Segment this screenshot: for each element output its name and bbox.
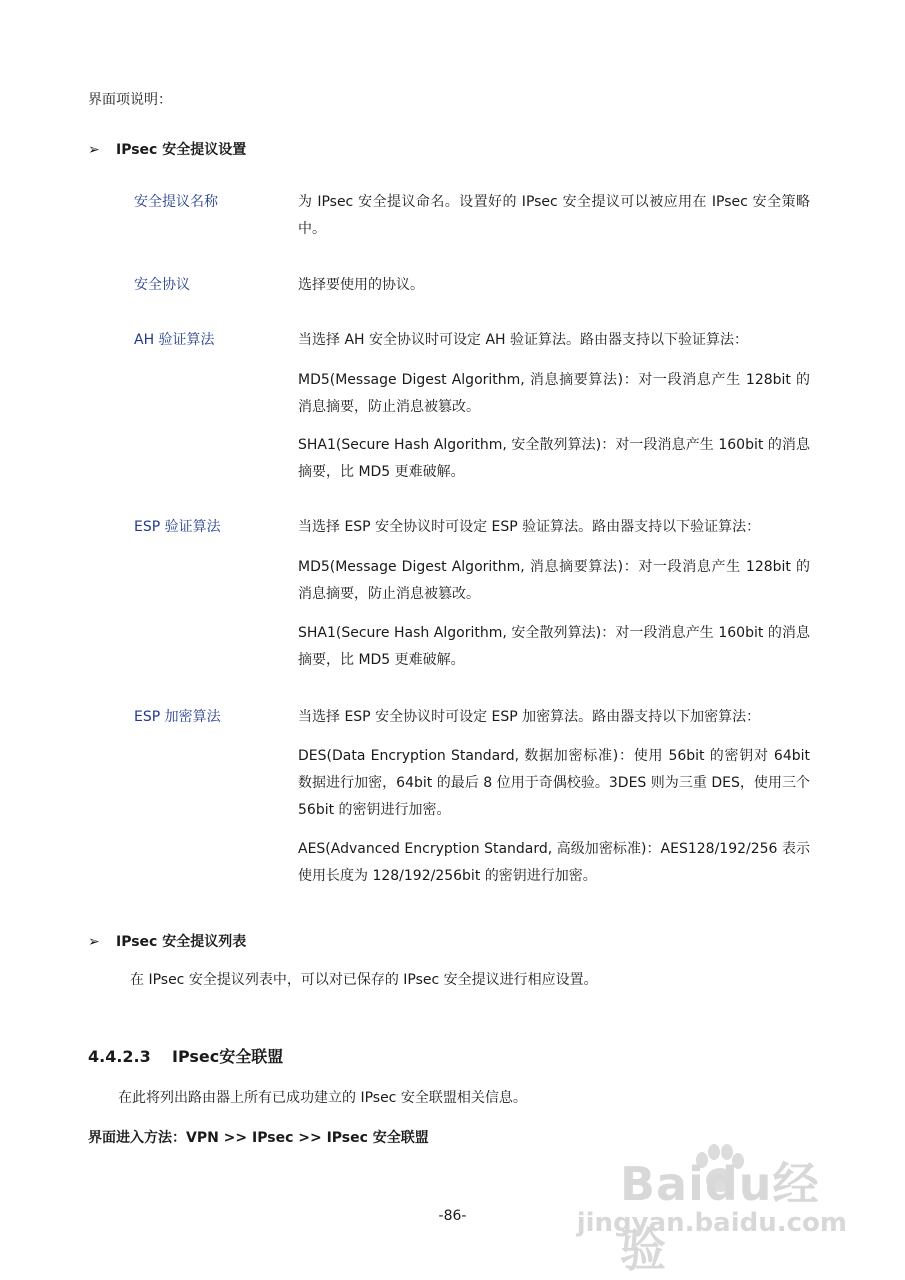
term-esp-encrypt: ESP 加密算法 xyxy=(134,709,221,725)
access-path: 界面进入方法：VPN >> IPsec >> IPsec 安全联盟 xyxy=(88,1130,429,1146)
heading-number: 4.4.2.3 xyxy=(88,1047,151,1066)
watermark-url: jingyan.baidu.com xyxy=(576,1208,847,1238)
section-heading-list xyxy=(88,932,246,952)
list-description: 在 IPsec 安全提议列表中，可以对已保存的 IPsec 安全提议进行相应设置。 xyxy=(130,972,598,988)
term-esp-auth: ESP 验证算法 xyxy=(134,519,221,535)
page-number: -86- xyxy=(438,1208,467,1224)
desc-esp-aes: AES(Advanced Encryption Standard, 高级加密标准)：AES128/192/256 表示使用长度为 128/192/256bit 的密钥进行加密。 xyxy=(298,841,810,884)
section-heading-settings xyxy=(88,140,246,160)
desc-security-protocol: 选择要使用的协议。 xyxy=(298,277,424,293)
section-title: IPsec 安全提议设置 xyxy=(116,142,247,158)
desc-esp-auth-intro: 当选择 ESP 安全协议时可设定 ESP 验证算法。路由器支持以下验证算法： xyxy=(298,519,761,535)
desc-esp-des: DES(Data Encryption Standard, 数据加密标准)：使用 56bit 的密钥对 64bit 数据进行加密，64bit 的最后 8 位用于奇偶校验。3DES 则为三重 DES，使用三个 56bit 的密钥进行加密。 xyxy=(298,748,810,818)
desc-proposal-name: 为 IPsec 安全提议命名。设置好的 IPsec 安全提议可以被应用在 IPsec 安全策略中。 xyxy=(298,194,810,237)
watermark-logo: Baidu经验 xyxy=(620,1157,820,1277)
desc-ah-sha1: SHA1(Secure Hash Algorithm, 安全散列算法)：对一段消息产生 160bit 的消息摘要，比 MD5 更难破解。 xyxy=(298,437,810,480)
arrow-bullet-icon: ➢ xyxy=(88,142,100,158)
term-security-protocol: 安全协议 xyxy=(134,277,190,293)
term-proposal-name: 安全提议名称 xyxy=(134,194,218,210)
desc-esp-sha1: SHA1(Secure Hash Algorithm, 安全散列算法)：对一段消息产生 160bit 的消息摘要，比 MD5 更难破解。 xyxy=(298,625,810,668)
heading-title: IPsec安全联盟 xyxy=(172,1047,284,1066)
subsection-heading xyxy=(88,1046,283,1068)
intro-label: 界面项说明： xyxy=(88,92,172,108)
subsection-description: 在此将列出路由器上所有已成功建立的 IPsec 安全联盟相关信息。 xyxy=(118,1090,527,1106)
desc-esp-md5: MD5(Message Digest Algorithm, 消息摘要算法)：对一段消息产生 128bit 的消息摘要，防止消息被篡改。 xyxy=(298,559,810,602)
section-title: IPsec 安全提议列表 xyxy=(116,934,247,950)
arrow-bullet-icon: ➢ xyxy=(88,934,100,950)
baidu-watermark xyxy=(576,1148,855,1277)
desc-ah-md5: MD5(Message Digest Algorithm, 消息摘要算法)：对一段消息产生 128bit 的消息摘要，防止消息被篡改。 xyxy=(298,372,810,415)
desc-esp-encrypt-intro: 当选择 ESP 安全协议时可设定 ESP 加密算法。路由器支持以下加密算法： xyxy=(298,709,761,725)
desc-ah-auth-intro: 当选择 AH 安全协议时可设定 AH 验证算法。路由器支持以下验证算法： xyxy=(298,332,749,348)
term-ah-auth: AH 验证算法 xyxy=(134,332,215,348)
